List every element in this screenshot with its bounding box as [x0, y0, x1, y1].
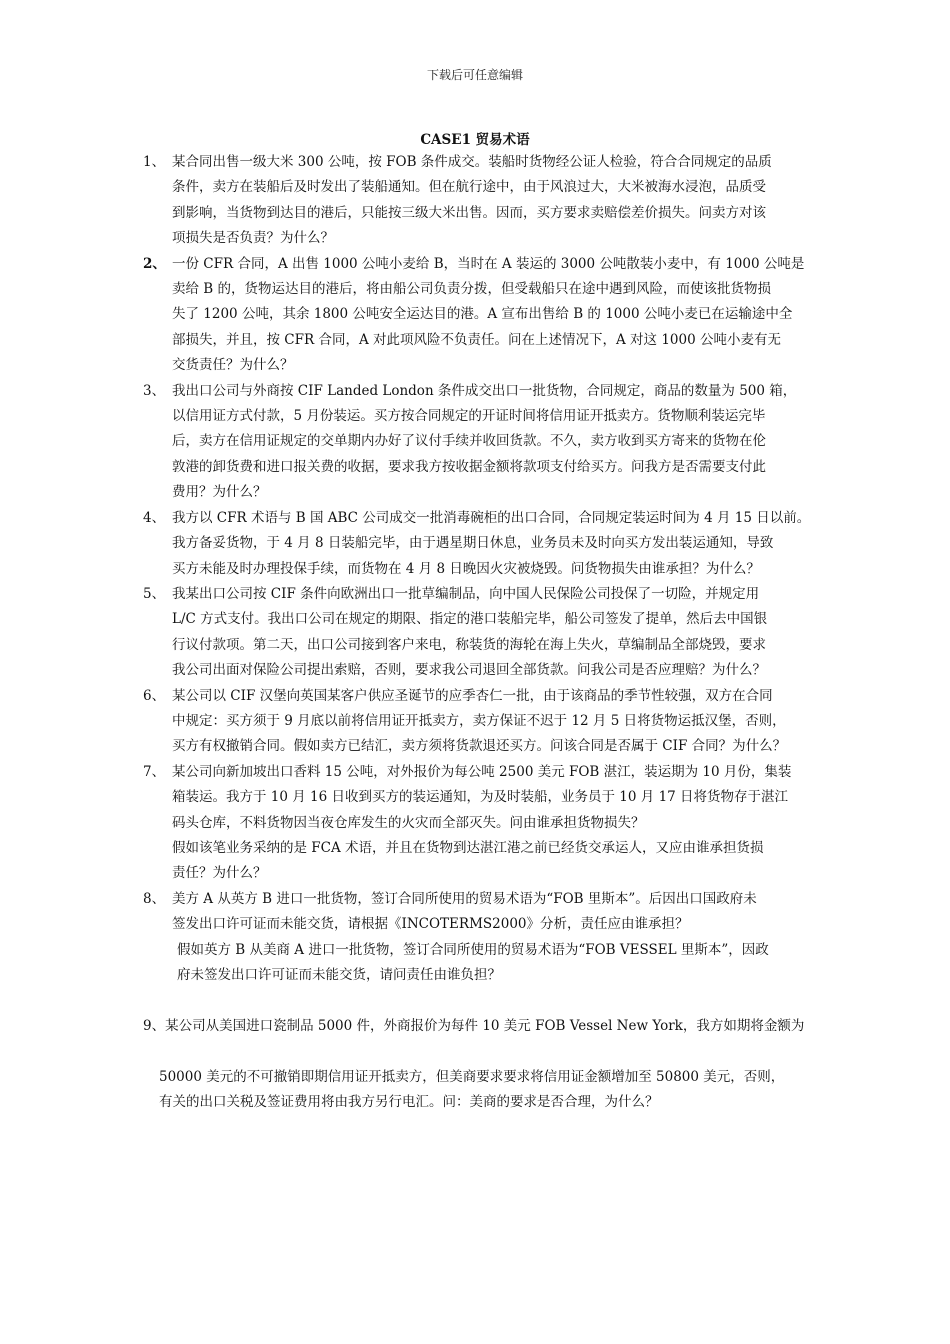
case-number: 5、: [143, 585, 166, 602]
case-item-5: [143, 582, 823, 684]
case-number: 4、: [143, 509, 166, 526]
document-title: CASE1 贸易术语: [420, 132, 530, 148]
case-item-6: [143, 684, 823, 760]
case-8-followup: 假如英方 B 从美商 A 进口一批货物，签订合同所使用的贸易术语为“FOB VESSEL 里斯本”，因政 府未签发出口许可证而未能交货，请问责任由谁负担？: [177, 941, 769, 983]
case-number: 8、: [143, 890, 166, 907]
case-item-4: [143, 506, 823, 582]
case-text: 某公司以 CIF 汉堡向英国某客户供应圣诞节的应季杏仁一批，由于该商品的季节性较强，双方在合同 中规定：买方须于 9 月底以前将信用证开抵卖方，卖方保证不迟于 12 月 5 日将货物运抵汉堡，否则， 买方有权撤销合同。假如卖方已结汇，卖方须将货款退还买方。问该合同是否属于 CIF 合同？为什么？: [172, 687, 787, 755]
case-item-2: [143, 252, 823, 379]
case-text: 某合同出售一级大米 300 公吨，按 FOB 条件成交。装船时货物经公证人检验，符合合同规定的品质 条件，卖方在装船后及时发出了装船通知。但在航行途中，由于风浪过大，大米被海水浸泡，品质受 到影响，当货物到达目的港后，只能按三级大米出售。因而，买方要求卖赔偿差价损失。问卖方对该 项损失是否负责？为什么？: [172, 154, 772, 247]
case-text: 我出口公司与外商按 CIF Landed London 条件成交出口一批货物，合同规定，商品的数量为 500 箱， 以信用证方式付款，5 月份装运。买方按合同规定的开证时间将信用证开抵卖方。货物顺利装运完毕 后，卖方在信用证规定的交单期内办好了议付手续并收回货款。不久，卖方收到买方寄来的货物在伦 敦港的卸货费和进口报关费的收据，要求我方按收据金额将款项支付给买方。问我方是否需要支付此 费用？为什么？: [172, 382, 797, 501]
case-7-followup: 假如该笔业务采纳的是 FCA 术语，并且在货物到达湛江港之前已经货交承运人，又应由谁承担货损 责任？为什么？: [172, 839, 764, 882]
case-item-1: [143, 150, 823, 252]
case-item-8: [143, 887, 823, 938]
case-item-3: [143, 379, 823, 506]
case-item-7: [143, 760, 823, 836]
case-text: 一份 CFR 合同，A 出售 1000 公吨小麦给 B，当时在 A 装运的 3000 公吨散装小麦中，有 1000 公吨是 卖给 B 的，货物运达目的港后，将由船公司负责分拨，但受载船只在途中遇到风险，而使该批货物损 失了 1200 公吨，其余 1800 公吨安全运达目的港。A 宣布出售给 B 的 1000 公吨小麦已在运输途中全 部损失，并且，按 CFR 合同，A 对此项风险不负责任。问在上述情况下，A 对这 1000 公吨小麦有无 交货责任？为什么？: [172, 255, 805, 374]
case-text: 美方 A 从英方 B 进口一批货物，签订合同所使用的贸易术语为“FOB 里斯本”。后因出口国政府未 签发出口许可证而未能交货，请根据《INCOTERMS2000》分析，责任应由谁承担？: [172, 890, 757, 933]
case-number: 7、: [143, 763, 166, 780]
case-item-9: [143, 988, 823, 1140]
case-number: 1、: [143, 154, 166, 170]
case-9-first-line: 9、某公司从美国进口瓷制品 5000 件，外商报价为每件 10 美元 FOB Vessel New York，我方如期将金额为: [143, 1017, 805, 1034]
case-number: 3、: [143, 382, 166, 399]
case-9-continuation: 50000 美元的不可撤销即期信用证开抵卖方，但美商要求要求将信用证金额增加至 50800 美元，否则， 有关的出口关税及签证费用将由我方另行电汇。问：美商的要求是否合理，为什么？: [159, 1068, 785, 1111]
case-text: 我方以 CFR 术语与 B 国 ABC 公司成交一批消毒碗柜的出口合同，合同规定装运时间为 4 月 15 日以前。 我方备妥货物，于 4 月 8 日装船完毕，由于遇星期日休息，业务员未及时向买方发出装运通知，导致 买方未能及时办理投保手续，而货物在 4 月 8 日晚因火灾被烧毁。问货物损失由谁承担？为什么？: [172, 509, 811, 577]
page-header: 下载后可任意编辑: [426, 68, 523, 82]
case-number: 2、: [143, 255, 166, 272]
case-list: [143, 150, 823, 1141]
case-text: 我某出口公司按 CIF 条件向欧洲出口一批草编制品，向中国人民保险公司投保了一切险，并规定用 L/C 方式支付。我出口公司在规定的期限、指定的港口装船完毕，船公司签发了提单，然后去中国银 行议付款项。第二天，出口公司接到客户来电，称装货的海轮在海上失火，草编制品全部烧毁，要求 我公司出面对保险公司提出索赔，否则，要求我公司退回全部货款。问我公司是否应理赔？为什么？: [172, 585, 768, 679]
case-text: 某公司向新加坡出口香料 15 公吨，对外报价为每公吨 2500 美元 FOB 湛江，装运期为 10 月份，集装 箱装运。我方于 10 月 16 日收到买方的装运通知，为及时装船，业务员于 10 月 17 日将货物存于湛江 码头仓库，不料货物因当夜仓库发生的火灾而全部灭失。问由谁承担货物损失？: [172, 763, 792, 831]
case-number: 6、: [143, 687, 166, 704]
